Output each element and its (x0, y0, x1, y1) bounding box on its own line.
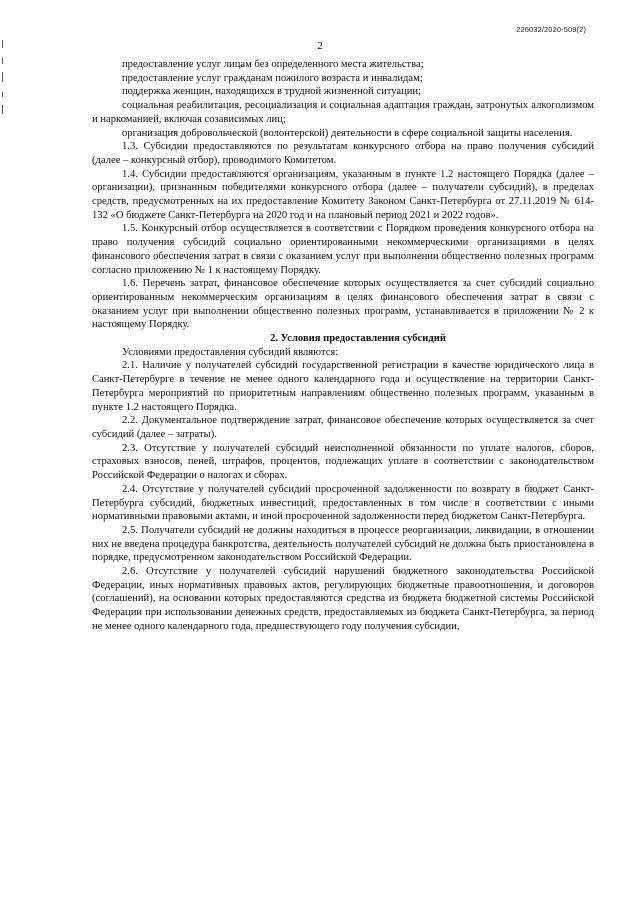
paragraph-2-3: 2.3. Отсутствие у получателей субсидий неисполненной обязанности по уплате налогов, сборов, страховых взносов, пеней, штрафов, процентов, подлежащих уплате в соответствии с законодательством Российской Федерации о налогах и сборах. (92, 442, 594, 482)
paragraph-1-6: 1.6. Перечень затрат, финансовое обеспечение которых осуществляется за счет субсидий социально ориентированным некоммерческим организациям в целях финансового обеспечения затрат в связи с оказанием услуг при выполнении общественно полезных программ, устанавливается в приложении № 2 к настоящему Порядку. (92, 278, 594, 331)
scan-margin-mark (2, 105, 3, 114)
list-item: поддержка женщин, находящихся в трудной жизненной ситуации; (122, 86, 422, 98)
list-item: предоставление услуг гражданам пожилого возраста и инвалидам; (122, 72, 423, 84)
list-item: организация добровольческой (волонтерской) деятельности в сфере социальной защиты населения. (122, 127, 573, 139)
paragraph-1-4: 1.4. Субсидии предоставляются организациям, указанным в пункте 1.2 настоящего Порядка (далее – организации), признанным победителями конкурсного отбора (далее – получатели субсидий), в пределах средств, предусмотренных на их предоставление Комитету Законом Санкт-Петербурга от 27.11.2019 № 614-132 «О бюджете Санкт-Петербурга на 2020 год и на плановый период 2021 и 2022 годов». (92, 168, 594, 221)
scan-margin-mark (2, 92, 3, 97)
scan-margin-mark (2, 58, 3, 64)
paragraph-2-2: 2.2. Документальное подтверждение затрат, финансовое обеспечение которых осуществляется за счет субсидий (далее – затраты). (92, 415, 594, 440)
list-item: социальная реабилитация, ресоциализация и социальная адаптация граждан, затронутых алкоголизмом и наркоманией, включая созависимых лиц; (92, 100, 594, 125)
list-item: предоставление услуг лицам без определенного места жительства; (122, 59, 424, 70)
paragraph-1-5: 1.5. Конкурсный отбор осуществляется в соответствии с Порядком проведения конкурсного отбора на право получения субсидий социально ориентированными некоммерческими организациями в целях финансового обеспечения затрат в связи с оказанием услуг при выполнении общественно полезных программ согласно приложению № 1 к настоящему Порядку. (92, 223, 594, 276)
paragraph-2-5: 2.5. Получатели субсидий не должны находиться в процессе реорганизации, ликвидации, в отношении них не введена процедура банкротства, деятельность получателей субсидий не должна быть приостановлена в порядке, предусмотренном законодательством Российской Федерации. (92, 524, 594, 564)
paragraph-2-6: 2.6. Отсутствие у получателей субсидий нарушений бюджетного законодательства Российской Федерации, иных нормативных правовых актов, регулирующих бюджетные правоотношения, и договоров (соглашений), на основании которых предоставляются средства из бюджета бюджетной системы Российской Федерации при использовании денежных средств, предоставляемых из бюджета Санкт-Петербурга, за период не менее одного календарного года, предшествующего году получения субсидии, (92, 566, 594, 632)
paragraph-1-3: 1.3. Субсидии предоставляются по результатам конкурсного отбора на право получения субсидий (далее – конкурсный отбор), проводимого Комитетом. (92, 141, 594, 166)
paragraph-2-1: 2.1. Наличие у получателей субсидий государственной регистрации в качестве юридического лица в Санкт-Петербурге в течение не менее одного календарного года и осуществление на территории Санкт-Петербурга мероприятий по приоритетным направлениям общественно полезных программ, указанным в пункте 1.2 настоящего Порядка. (92, 360, 594, 413)
section-intro: Условиями предоставления субсидий являются: (122, 346, 339, 358)
section-heading: 2. Условия предоставления субсидий (270, 333, 446, 345)
scan-margin-mark (2, 72, 3, 82)
paragraph-2-4: 2.4. Отсутствие у получателей субсидий просроченной задолженности по возврату в бюджет Санкт-Петербурга субсидий, бюджетных инвестиций, предоставленных в том числе в соответствии с иными нормативными правовыми актами, и иной просроченной задолженности перед бюджетом Санкт-Петербурга. (92, 483, 594, 523)
page-number: 2 (317, 40, 323, 52)
document-body (92, 58, 594, 634)
document-id: 226032/2020-509(2) (516, 25, 586, 34)
